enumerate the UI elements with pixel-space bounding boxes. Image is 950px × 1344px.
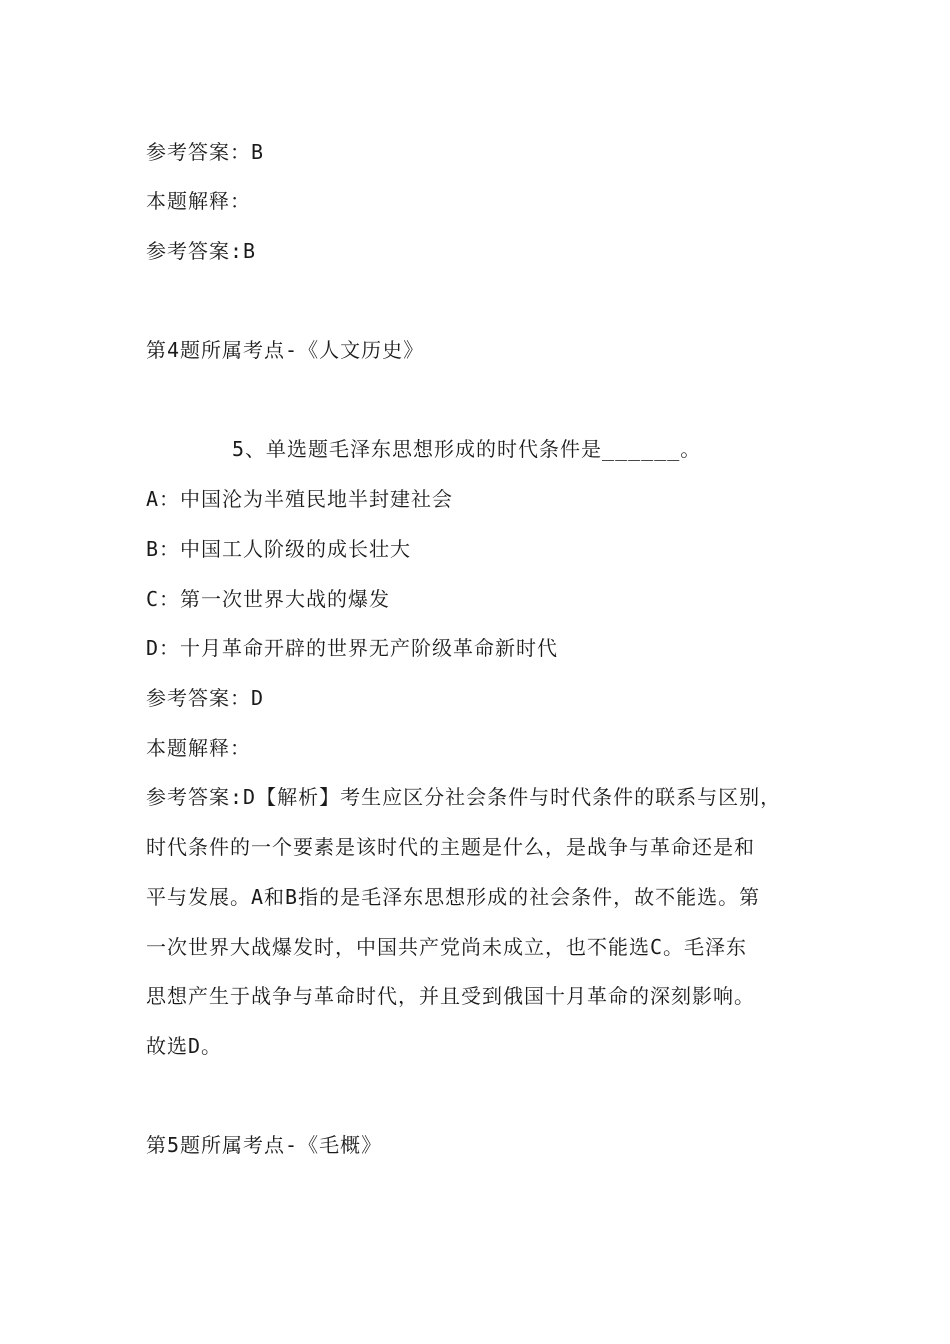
prev-answer-detail: 参考答案:B — [146, 239, 257, 263]
explanation-line: 平与发展。A和B指的是毛泽东思想形成的社会条件，故不能选。第 — [146, 885, 761, 909]
prev-answer-line: 参考答案：B — [146, 140, 265, 164]
topic-line: 第5题所属考点-《毛概》 — [146, 1133, 383, 1157]
explanation-line: 故选D。 — [146, 1034, 223, 1058]
option-c: C：第一次世界大战的爆发 — [146, 587, 391, 611]
option-a: A：中国沦为半殖民地半封建社会 — [146, 487, 454, 511]
prev-topic: 第4题所属考点-《人文历史》 — [146, 338, 425, 362]
prev-explanation-label: 本题解释： — [146, 189, 251, 213]
option-d: D：十月革命开辟的世界无产阶级革命新时代 — [146, 636, 559, 660]
explanation-label: 本题解释： — [146, 736, 251, 760]
explanation-line: 时代条件的一个要素是该时代的主题是什么，是战争与革命还是和 — [146, 835, 755, 859]
question-stem: 5、单选题毛泽东思想形成的时代条件是______。 — [232, 437, 702, 461]
explanation-line: 思想产生于战争与革命时代，并且受到俄国十月革命的深刻影响。 — [146, 984, 755, 1008]
explanation-line: 一次世界大战爆发时，中国共产党尚未成立，也不能选C。毛泽东 — [146, 935, 748, 959]
explanation-line: 参考答案:D【解析】考生应区分社会条件与时代条件的联系与区别， — [146, 785, 782, 809]
answer-line: 参考答案：D — [146, 686, 265, 710]
option-b: B：中国工人阶级的成长壮大 — [146, 537, 412, 561]
